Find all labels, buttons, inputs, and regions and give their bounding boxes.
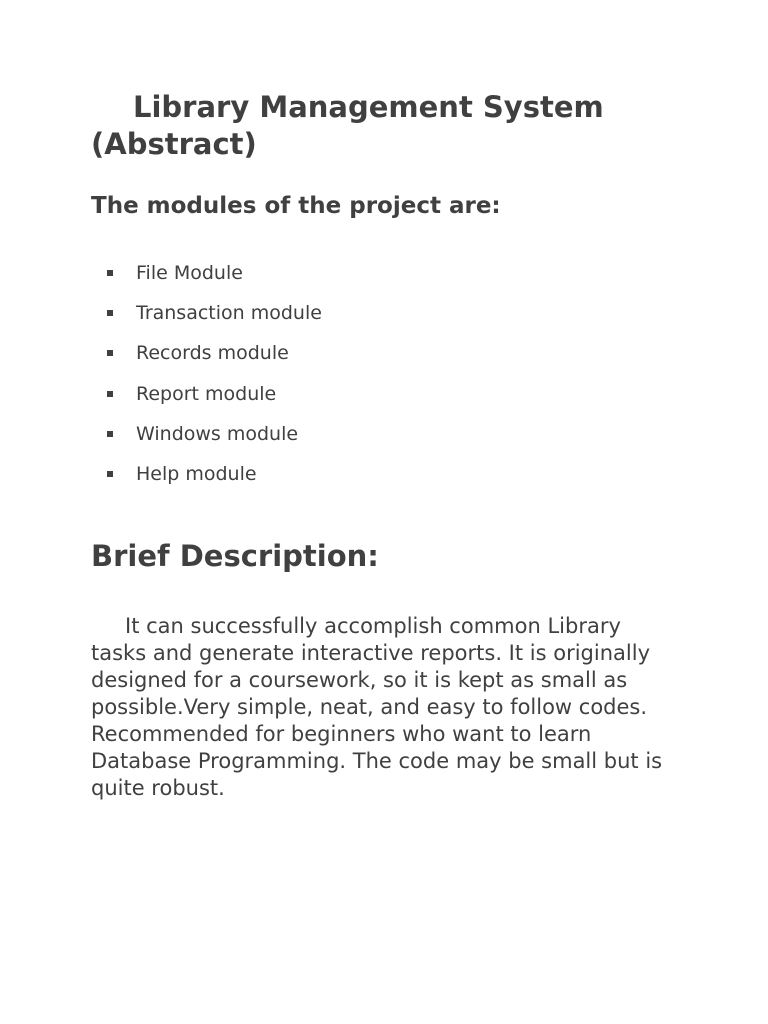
square-bullet-icon (107, 270, 113, 276)
modules-heading: The modules of the project are: (91, 193, 501, 219)
description-paragraph: It can successfully accomplish common Library tasks and generate interactive reports. It is originally designed for a coursework, so it is kept as small as possible.Very simple, neat, and easy to follow codes. Recommended for beginners who want to learn Database Programming. The code may be small but is quite robust. (91, 614, 663, 800)
square-bullet-icon (107, 431, 113, 437)
module-label-help: Help module (136, 462, 257, 485)
module-label-records: Records module (136, 342, 289, 365)
module-label-windows: Windows module (136, 422, 299, 445)
module-label-transaction: Transaction module (136, 302, 322, 325)
square-bullet-icon (107, 391, 113, 397)
square-bullet-icon (107, 471, 113, 477)
document-title: Library Management System (Abstract) (91, 90, 604, 161)
module-label-report: Report module (136, 382, 277, 405)
module-label-file: File Module (136, 262, 243, 284)
square-bullet-icon (107, 310, 113, 316)
square-bullet-icon (107, 350, 113, 356)
brief-description-heading: Brief Description: (91, 539, 379, 573)
